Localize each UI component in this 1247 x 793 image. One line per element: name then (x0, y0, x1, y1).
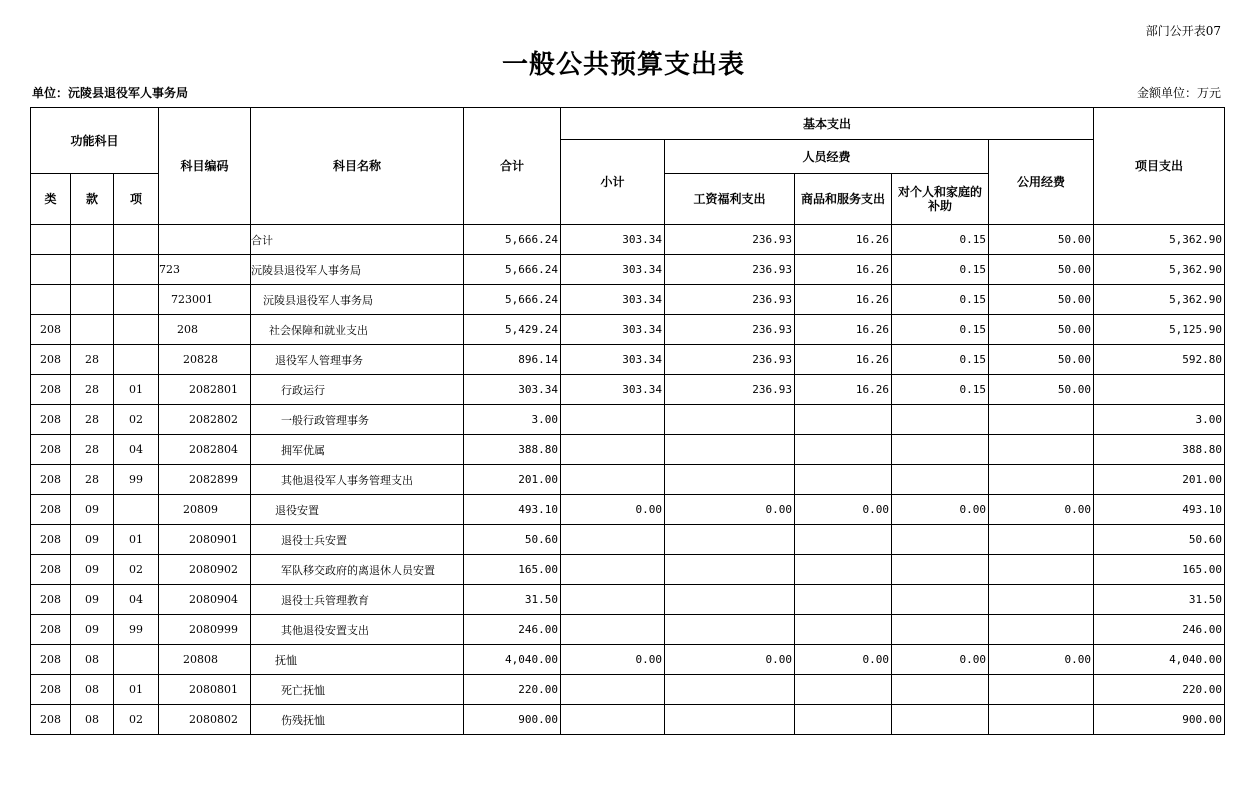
cell-name: 沅陵县退役军人事务局 (251, 285, 464, 315)
cell-wages: 236.93 (665, 255, 795, 285)
cell-code: 723 (159, 255, 251, 285)
cell-project: 5,362.90 (1094, 255, 1225, 285)
cell-wages: 236.93 (665, 225, 795, 255)
header-func-subject: 功能科目 (31, 108, 159, 174)
cell-name: 其他退役军人事务管理支出 (251, 465, 464, 495)
cell-project: 31.50 (1094, 585, 1225, 615)
cell-total: 246.00 (464, 615, 561, 645)
table-row (31, 225, 1225, 255)
cell-lei (31, 255, 71, 285)
cell-subsidy: 0.15 (892, 315, 989, 345)
cell-xiang: 01 (114, 675, 159, 705)
cell-project: 201.00 (1094, 465, 1225, 495)
cell-xiang (114, 495, 159, 525)
cell-goods (795, 555, 892, 585)
cell-xiang (114, 345, 159, 375)
cell-wages (665, 555, 795, 585)
cell-name: 其他退役安置支出 (251, 615, 464, 645)
cell-goods (795, 585, 892, 615)
cell-total: 493.10 (464, 495, 561, 525)
cell-project: 493.10 (1094, 495, 1225, 525)
cell-goods (795, 465, 892, 495)
cell-lei: 208 (31, 405, 71, 435)
cell-project: 5,362.90 (1094, 285, 1225, 315)
cell-subtotal (561, 585, 665, 615)
cell-subsidy (892, 675, 989, 705)
table-body (31, 225, 1225, 735)
cell-total: 896.14 (464, 345, 561, 375)
cell-wages: 0.00 (665, 645, 795, 675)
cell-code: 2080999 (159, 615, 251, 645)
header-wages: 工资福利支出 (665, 174, 795, 225)
cell-kuan (71, 225, 114, 255)
table-row (31, 705, 1225, 735)
cell-code: 2080904 (159, 585, 251, 615)
table-row (31, 675, 1225, 705)
cell-public: 50.00 (989, 345, 1094, 375)
cell-xiang: 04 (114, 435, 159, 465)
cell-xiang: 99 (114, 615, 159, 645)
cell-kuan (71, 315, 114, 345)
cell-subsidy: 0.00 (892, 645, 989, 675)
cell-kuan: 09 (71, 585, 114, 615)
cell-xiang: 02 (114, 555, 159, 585)
cell-goods (795, 705, 892, 735)
cell-lei: 208 (31, 435, 71, 465)
cell-total: 5,666.24 (464, 285, 561, 315)
cell-goods: 16.26 (795, 315, 892, 345)
cell-subsidy (892, 585, 989, 615)
cell-goods: 16.26 (795, 225, 892, 255)
money-unit: 金额单位：万元 (1136, 86, 1221, 100)
cell-xiang (114, 255, 159, 285)
cell-lei: 208 (31, 315, 71, 345)
cell-subtotal (561, 705, 665, 735)
cell-goods (795, 525, 892, 555)
cell-goods (795, 435, 892, 465)
cell-project: 220.00 (1094, 675, 1225, 705)
table-row (31, 345, 1225, 375)
cell-public: 50.00 (989, 315, 1094, 345)
cell-project: 4,040.00 (1094, 645, 1225, 675)
header-personnel: 人员经费 (665, 140, 989, 174)
page-title: 一般公共预算支出表 (501, 50, 745, 80)
table-row (31, 255, 1225, 285)
cell-project: 5,362.90 (1094, 225, 1225, 255)
table-row (31, 405, 1225, 435)
cell-subtotal: 0.00 (561, 645, 665, 675)
cell-kuan: 28 (71, 345, 114, 375)
cell-code: 2080902 (159, 555, 251, 585)
cell-xiang: 99 (114, 465, 159, 495)
table-row (31, 285, 1225, 315)
cell-xiang: 02 (114, 705, 159, 735)
cell-subsidy: 0.15 (892, 375, 989, 405)
cell-subsidy (892, 435, 989, 465)
cell-subsidy (892, 525, 989, 555)
cell-goods: 16.26 (795, 345, 892, 375)
header-public: 公用经费 (989, 140, 1094, 225)
cell-kuan: 09 (71, 495, 114, 525)
cell-code: 723001 (159, 285, 251, 315)
cell-lei: 208 (31, 615, 71, 645)
header-name: 科目名称 (251, 108, 464, 225)
cell-wages (665, 705, 795, 735)
cell-subtotal: 303.34 (561, 315, 665, 345)
table-row (31, 495, 1225, 525)
cell-lei (31, 285, 71, 315)
cell-subsidy (892, 465, 989, 495)
cell-name: 一般行政管理事务 (251, 405, 464, 435)
cell-project: 50.60 (1094, 525, 1225, 555)
cell-lei (31, 225, 71, 255)
cell-subsidy: 0.15 (892, 345, 989, 375)
cell-total: 303.34 (464, 375, 561, 405)
cell-total: 5,666.24 (464, 255, 561, 285)
cell-project: 5,125.90 (1094, 315, 1225, 345)
cell-total: 3.00 (464, 405, 561, 435)
cell-subtotal: 303.34 (561, 225, 665, 255)
cell-subsidy (892, 405, 989, 435)
header-subtotal: 小计 (561, 140, 665, 225)
cell-wages: 236.93 (665, 315, 795, 345)
cell-public (989, 525, 1094, 555)
cell-lei: 208 (31, 645, 71, 675)
cell-wages (665, 435, 795, 465)
cell-lei: 208 (31, 705, 71, 735)
header-goods: 商品和服务支出 (795, 174, 892, 225)
table-row (31, 435, 1225, 465)
cell-public (989, 435, 1094, 465)
cell-goods (795, 405, 892, 435)
cell-lei: 208 (31, 495, 71, 525)
cell-code: 20828 (159, 345, 251, 375)
cell-wages (665, 465, 795, 495)
header-code: 科目编码 (159, 108, 251, 225)
cell-subsidy: 0.15 (892, 285, 989, 315)
cell-name: 沅陵县退役军人事务局 (251, 255, 464, 285)
cell-public (989, 585, 1094, 615)
cell-public: 50.00 (989, 285, 1094, 315)
cell-total: 388.80 (464, 435, 561, 465)
table-row (31, 465, 1225, 495)
cell-wages: 236.93 (665, 345, 795, 375)
cell-code (159, 225, 251, 255)
cell-kuan: 09 (71, 525, 114, 555)
cell-wages: 236.93 (665, 285, 795, 315)
cell-code: 20808 (159, 645, 251, 675)
cell-goods: 16.26 (795, 285, 892, 315)
cell-name: 拥军优属 (251, 435, 464, 465)
cell-subtotal (561, 405, 665, 435)
header-total: 合计 (464, 108, 561, 225)
cell-lei: 208 (31, 345, 71, 375)
cell-lei: 208 (31, 585, 71, 615)
table-row (31, 525, 1225, 555)
cell-code: 2080801 (159, 675, 251, 705)
table-row (31, 645, 1225, 675)
cell-subtotal: 303.34 (561, 285, 665, 315)
cell-code: 2082802 (159, 405, 251, 435)
cell-xiang (114, 645, 159, 675)
cell-lei: 208 (31, 375, 71, 405)
cell-subtotal (561, 555, 665, 585)
cell-kuan: 28 (71, 465, 114, 495)
cell-subtotal: 303.34 (561, 375, 665, 405)
cell-subsidy (892, 705, 989, 735)
cell-subtotal (561, 615, 665, 645)
cell-kuan: 09 (71, 555, 114, 585)
cell-public (989, 675, 1094, 705)
cell-total: 165.00 (464, 555, 561, 585)
cell-xiang (114, 225, 159, 255)
cell-wages (665, 525, 795, 555)
cell-public: 0.00 (989, 645, 1094, 675)
cell-subtotal (561, 435, 665, 465)
cell-kuan (71, 285, 114, 315)
cell-public: 0.00 (989, 495, 1094, 525)
cell-subtotal (561, 465, 665, 495)
cell-name: 退役士兵管理教育 (251, 585, 464, 615)
cell-kuan: 08 (71, 675, 114, 705)
cell-xiang: 01 (114, 525, 159, 555)
cell-goods: 16.26 (795, 255, 892, 285)
header-subsidy: 对个人和家庭的补助 (892, 174, 989, 225)
cell-wages: 236.93 (665, 375, 795, 405)
cell-wages (665, 675, 795, 705)
cell-wages: 0.00 (665, 495, 795, 525)
cell-name: 抚恤 (251, 645, 464, 675)
table-row (31, 315, 1225, 345)
cell-lei: 208 (31, 675, 71, 705)
budget-expenditure-table (30, 107, 1225, 735)
cell-name: 死亡抚恤 (251, 675, 464, 705)
table-row (31, 585, 1225, 615)
table-row (31, 555, 1225, 585)
cell-code: 2080901 (159, 525, 251, 555)
cell-goods (795, 615, 892, 645)
cell-code: 2082899 (159, 465, 251, 495)
cell-xiang: 01 (114, 375, 159, 405)
cell-name: 社会保障和就业支出 (251, 315, 464, 345)
cell-subtotal (561, 525, 665, 555)
cell-kuan: 28 (71, 405, 114, 435)
cell-goods: 0.00 (795, 645, 892, 675)
cell-name: 行政运行 (251, 375, 464, 405)
cell-project: 388.80 (1094, 435, 1225, 465)
cell-subsidy (892, 615, 989, 645)
cell-subsidy: 0.15 (892, 255, 989, 285)
cell-kuan: 08 (71, 705, 114, 735)
cell-public: 50.00 (989, 375, 1094, 405)
table-row (31, 615, 1225, 645)
cell-project: 246.00 (1094, 615, 1225, 645)
cell-xiang (114, 315, 159, 345)
cell-project: 165.00 (1094, 555, 1225, 585)
form-number: 部门公开表07 (1145, 24, 1221, 38)
organization-unit: 单位：沅陵县退役军人事务局 (32, 86, 189, 100)
cell-xiang (114, 285, 159, 315)
cell-goods (795, 675, 892, 705)
cell-kuan: 28 (71, 435, 114, 465)
cell-wages (665, 615, 795, 645)
header-lei: 类 (31, 174, 71, 225)
cell-public: 50.00 (989, 255, 1094, 285)
cell-total: 31.50 (464, 585, 561, 615)
cell-project: 900.00 (1094, 705, 1225, 735)
cell-subsidy (892, 555, 989, 585)
cell-kuan: 28 (71, 375, 114, 405)
cell-code: 2082801 (159, 375, 251, 405)
cell-total: 4,040.00 (464, 645, 561, 675)
cell-lei: 208 (31, 555, 71, 585)
cell-name: 军队移交政府的离退休人员安置 (251, 555, 464, 585)
cell-kuan: 09 (71, 615, 114, 645)
cell-subsidy: 0.00 (892, 495, 989, 525)
cell-xiang: 04 (114, 585, 159, 615)
cell-public (989, 705, 1094, 735)
cell-name: 合计 (251, 225, 464, 255)
cell-name: 退役安置 (251, 495, 464, 525)
cell-kuan: 08 (71, 645, 114, 675)
cell-lei: 208 (31, 465, 71, 495)
cell-public (989, 405, 1094, 435)
cell-name: 退役军人管理事务 (251, 345, 464, 375)
cell-lei: 208 (31, 525, 71, 555)
cell-goods: 0.00 (795, 495, 892, 525)
header-xiang: 项 (114, 174, 159, 225)
cell-code: 2082804 (159, 435, 251, 465)
cell-name: 伤残抚恤 (251, 705, 464, 735)
cell-project (1094, 375, 1225, 405)
cell-public (989, 555, 1094, 585)
cell-wages (665, 585, 795, 615)
header-basic: 基本支出 (561, 108, 1094, 140)
cell-wages (665, 405, 795, 435)
cell-subtotal: 303.34 (561, 345, 665, 375)
cell-code: 2080802 (159, 705, 251, 735)
cell-project: 592.80 (1094, 345, 1225, 375)
cell-public (989, 465, 1094, 495)
header-kuan: 款 (71, 174, 114, 225)
cell-code: 20809 (159, 495, 251, 525)
cell-total: 5,429.24 (464, 315, 561, 345)
table-row (31, 375, 1225, 405)
cell-total: 50.60 (464, 525, 561, 555)
cell-subtotal (561, 675, 665, 705)
cell-kuan (71, 255, 114, 285)
cell-name: 退役士兵安置 (251, 525, 464, 555)
cell-total: 5,666.24 (464, 225, 561, 255)
cell-total: 201.00 (464, 465, 561, 495)
cell-total: 220.00 (464, 675, 561, 705)
cell-subtotal: 0.00 (561, 495, 665, 525)
cell-total: 900.00 (464, 705, 561, 735)
cell-subtotal: 303.34 (561, 255, 665, 285)
cell-goods: 16.26 (795, 375, 892, 405)
header-project: 项目支出 (1094, 108, 1225, 225)
cell-public: 50.00 (989, 225, 1094, 255)
cell-public (989, 615, 1094, 645)
cell-code: 208 (159, 315, 251, 345)
cell-xiang: 02 (114, 405, 159, 435)
cell-project: 3.00 (1094, 405, 1225, 435)
cell-subsidy: 0.15 (892, 225, 989, 255)
